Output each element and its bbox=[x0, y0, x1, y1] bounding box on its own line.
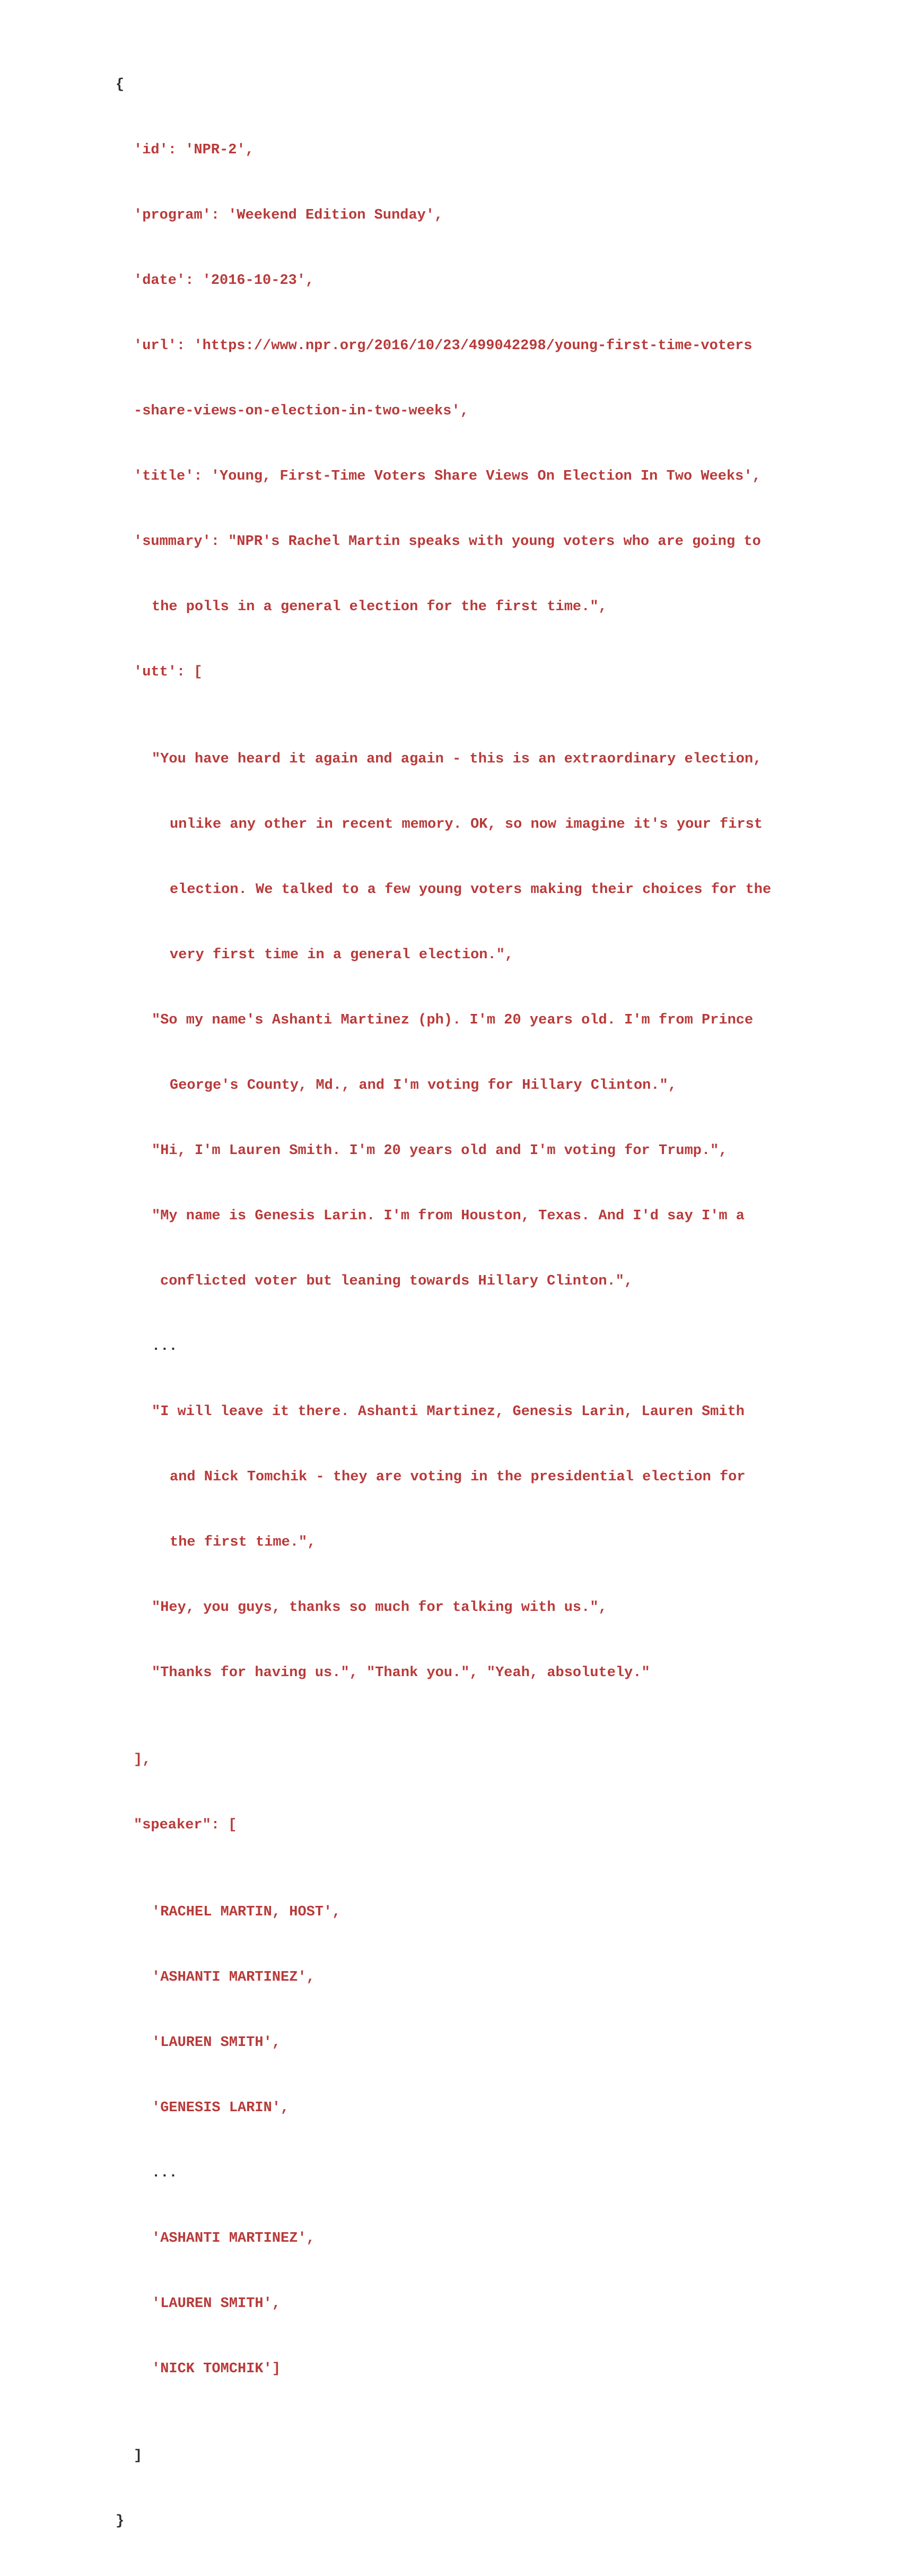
speaker-line-1: 'RACHEL MARTIN, HOST', bbox=[152, 1904, 341, 1920]
utt-line-6: George's County, Md., and I'm voting for Hillary Clinton.", bbox=[170, 1078, 677, 1094]
speaker-line-8: 'NICK TOMCHIK'] bbox=[152, 2361, 281, 2377]
utt-line-8: "My name is Genesis Larin. I'm from Houston, Texas. And I'd say I'm a bbox=[152, 1208, 745, 1224]
utt-line-13: the first time.", bbox=[170, 1534, 316, 1550]
utt-line-5: "So my name's Ashanti Martinez (ph). I'm 20 years old. I'm from Prince bbox=[152, 1012, 754, 1028]
close-brace: } bbox=[116, 2513, 125, 2529]
utt-line-1: "You have heard it again and again - this is an extraordinary election, bbox=[152, 751, 762, 767]
speaker-close: ] bbox=[134, 2448, 143, 2464]
open-brace: { bbox=[116, 77, 125, 93]
utt-line-2: unlike any other in recent memory. OK, so now imagine it's your first bbox=[170, 817, 763, 832]
summary-line-2: the polls in a general election for the first time.", bbox=[152, 599, 607, 615]
speaker-line-4: 'GENESIS LARIN', bbox=[152, 2100, 290, 2116]
program-line: 'program': 'Weekend Edition Sunday', bbox=[134, 207, 443, 223]
summary-line-1: 'summary': "NPR's Rachel Martin speaks with young voters who are going to bbox=[134, 534, 761, 550]
utt-line-3: election. We talked to a few young voters making their choices for the bbox=[170, 882, 772, 898]
url-line-1: 'url': 'https://www.npr.org/2016/10/23/499042298/young-first-time-voters bbox=[134, 338, 752, 354]
utt-line-7: "Hi, I'm Lauren Smith. I'm 20 years old and I'm voting for Trump.", bbox=[152, 1143, 728, 1159]
speaker-ellipsis: ... bbox=[152, 2165, 178, 2181]
json-code-block bbox=[116, 31, 847, 2576]
speaker-open: "speaker": [ bbox=[134, 1817, 237, 1833]
utt-line-11: "I will leave it there. Ashanti Martinez, Genesis Larin, Lauren Smith bbox=[152, 1404, 745, 1420]
utt-line-12: and Nick Tomchik - they are voting in the presidential election for bbox=[170, 1469, 746, 1485]
utt-line-14: "Hey, you guys, thanks so much for talking with us.", bbox=[152, 1600, 607, 1616]
speaker-line-6: 'ASHANTI MARTINEZ', bbox=[152, 2231, 315, 2247]
utt-line-4: very first time in a general election.", bbox=[170, 947, 514, 963]
speaker-line-2: 'ASHANTI MARTINEZ', bbox=[152, 1970, 315, 1985]
utt-line-9: conflicted voter but leaning towards Hillary Clinton.", bbox=[160, 1273, 633, 1289]
utt-open: 'utt': [ bbox=[134, 664, 203, 680]
speaker-line-3: 'LAUREN SMITH', bbox=[152, 2035, 281, 2051]
utt-close: ], bbox=[134, 1752, 151, 1768]
id-line: 'id': 'NPR-2', bbox=[134, 142, 254, 158]
title-line: 'title': 'Young, First-Time Voters Share Views On Election In Two Weeks', bbox=[134, 469, 761, 484]
date-line: 'date': '2016-10-23', bbox=[134, 273, 314, 289]
utt-ellipsis: ... bbox=[152, 1339, 178, 1355]
utt-line-15: "Thanks for having us.", "Thank you.", "Yeah, absolutely." bbox=[152, 1665, 650, 1681]
url-line-2: -share-views-on-election-in-two-weeks', bbox=[134, 403, 469, 419]
speaker-line-7: 'LAUREN SMITH', bbox=[152, 2296, 281, 2312]
